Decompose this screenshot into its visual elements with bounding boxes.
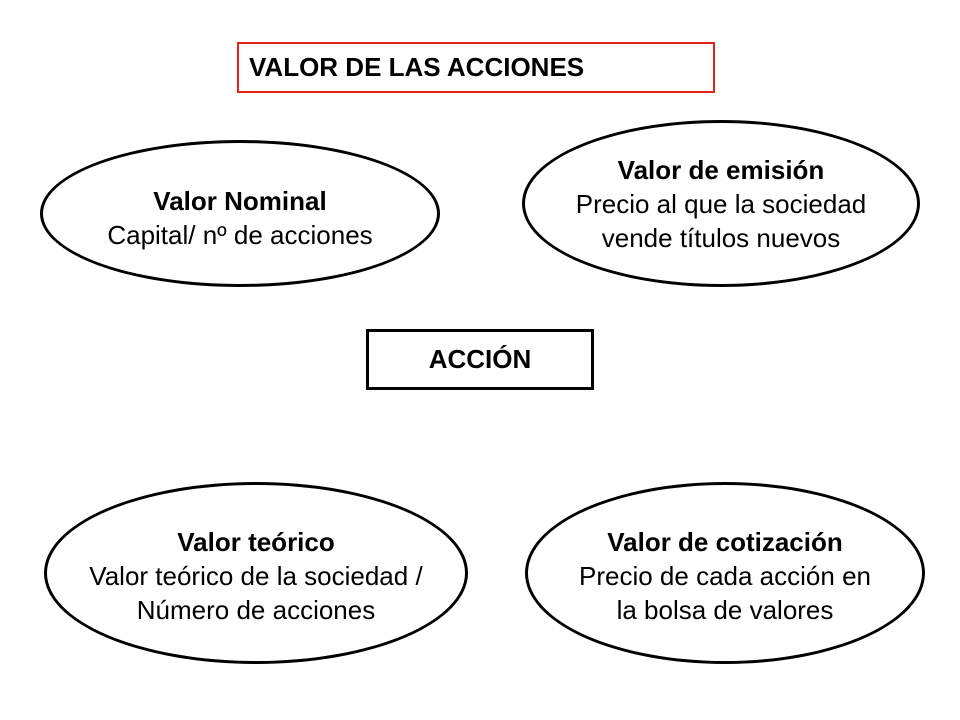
node-heading: Valor Nominal bbox=[153, 185, 327, 216]
node-valor-nominal bbox=[40, 140, 440, 287]
node-heading: Valor de emisión bbox=[617, 154, 825, 185]
node-text-line: la bolsa de valores bbox=[616, 595, 834, 625]
node-valor-emision bbox=[522, 120, 920, 287]
diagram-title bbox=[237, 42, 715, 93]
node-text-line: Número de acciones bbox=[136, 595, 376, 625]
node-text-line: Valor teórico de la sociedad / bbox=[89, 561, 423, 591]
center-node-label: ACCIÓN bbox=[428, 344, 532, 374]
diagram-title-text: VALOR DE LAS ACCIONES bbox=[249, 52, 585, 82]
node-heading: Valor teórico bbox=[177, 527, 335, 557]
node-text-line: vende títulos nuevos bbox=[601, 222, 841, 253]
center-node-accion bbox=[366, 329, 594, 390]
node-text-line: Capital/ nº de acciones bbox=[107, 219, 373, 250]
node-valor-cotizacion bbox=[525, 482, 925, 664]
node-valor-teorico bbox=[44, 482, 468, 664]
node-text-line: Precio al que la sociedad bbox=[575, 188, 867, 219]
node-heading: Valor de cotización bbox=[607, 527, 843, 557]
node-text-line: Precio de cada acción en bbox=[579, 561, 871, 591]
